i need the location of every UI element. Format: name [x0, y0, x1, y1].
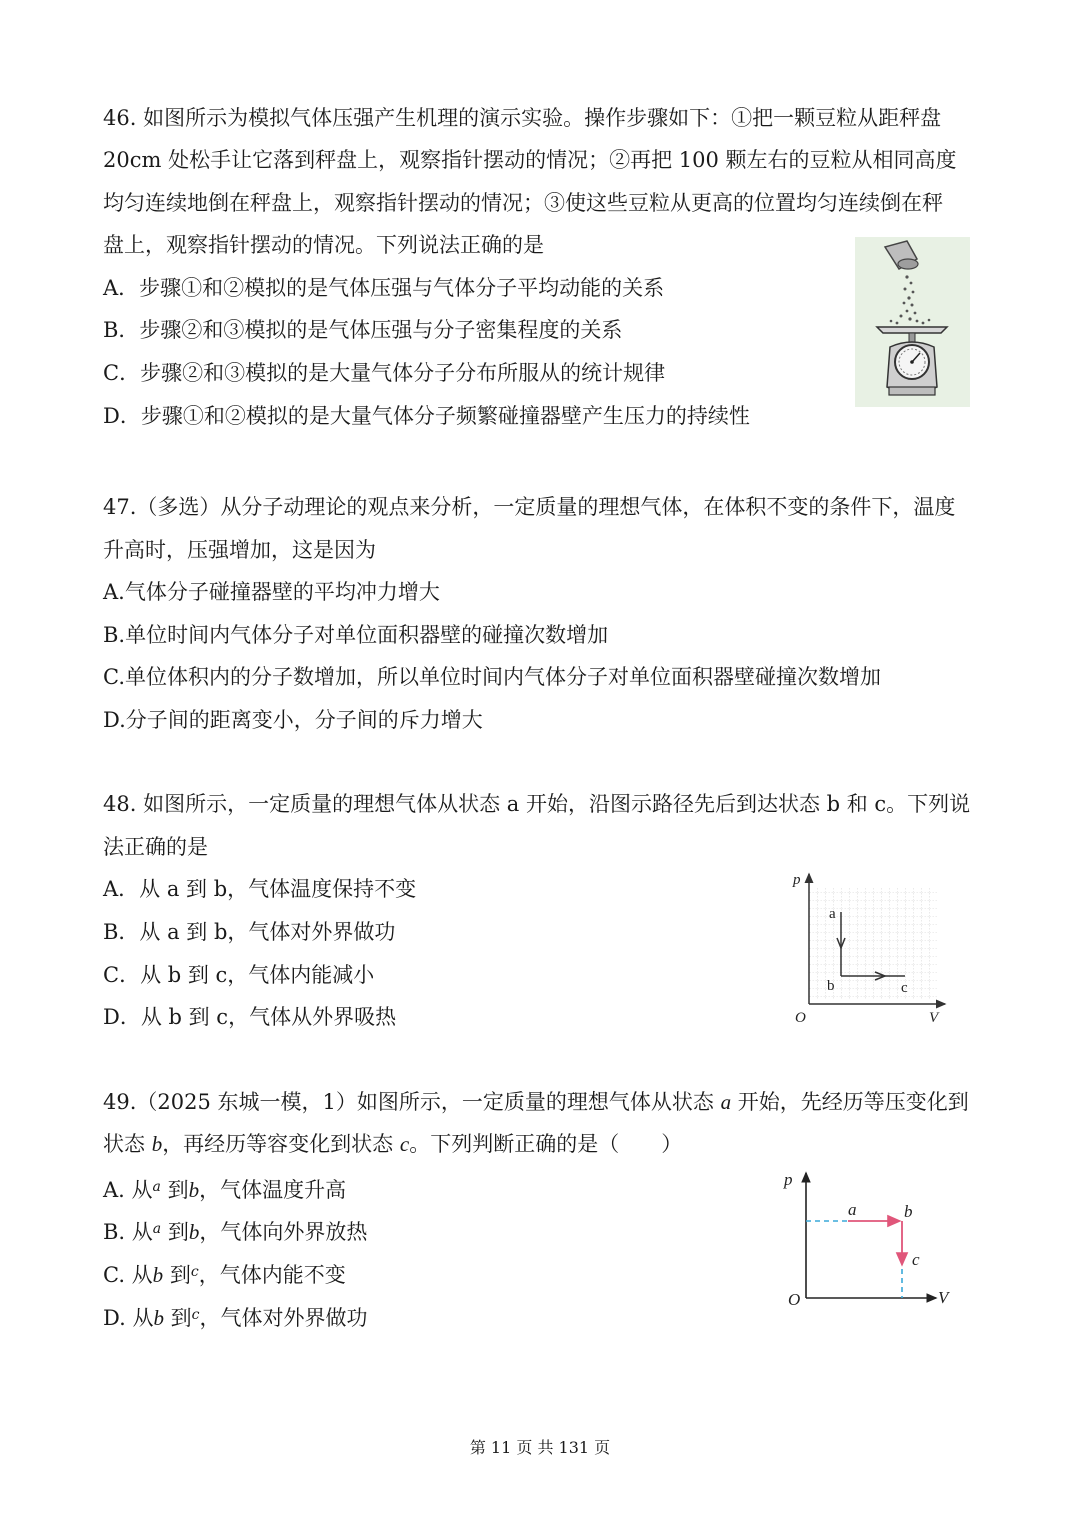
q48-stem-line-1: 48. 如图所示，一定质量的理想气体从状态 a 开始，沿图示路径先后到达状态 b 和 c。下列说	[103, 792, 971, 816]
q49-pv-diagram	[778, 1165, 958, 1315]
state-c-label: c	[912, 1250, 920, 1269]
state-a-label: a	[848, 1200, 857, 1219]
q46-scale-figure	[855, 237, 970, 407]
q49-var-b: b	[151, 1132, 163, 1156]
q47-option-d: D.分子间的距离变小，分子间的斥力增大	[103, 708, 483, 732]
v-label: V	[938, 1288, 949, 1307]
q49-stem-text-3: 状态	[103, 1132, 152, 1156]
q46-stem-line-4: 盘上，观察指针摆动的情况。下列说法正确的是	[103, 233, 544, 257]
q49-option-c: C. 从b 到$^c$，气体内能不变	[103, 1263, 346, 1287]
q49-stem-text-4: ，再经历等容变化到状态	[162, 1132, 400, 1156]
q48-option-c: C．从 b 到 c，气体内能减小	[103, 963, 375, 987]
q46-option-b: B．步骤②和③模拟的是气体压强与分子密集程度的关系	[103, 318, 623, 342]
state-c-label: c	[901, 980, 908, 996]
q49-stem-line-2	[103, 1129, 682, 1159]
q48-option-d: D．从 b 到 c，气体从外界吸热	[103, 1005, 397, 1029]
q48-stem-line-2: 法正确的是	[103, 835, 208, 859]
scale-dial-icon	[887, 342, 937, 395]
q48-option-a: A．从 a 到 b，气体温度保持不变	[103, 877, 417, 901]
q47-stem-line-1: 47.（多选）从分子动理论的观点来分析，一定质量的理想气体，在体积不变的条件下，温度	[103, 495, 956, 519]
q48-option-b: B．从 a 到 b，气体对外界做功	[103, 920, 396, 944]
q46-option-c: C．步骤②和③模拟的是大量气体分子分布所服从的统计规律	[103, 361, 666, 385]
q49-stem-text-5: 。下列判断正确的是（ ）	[409, 1132, 683, 1156]
q49-option-a: A. 从$^a$ 到b，气体温度升高	[103, 1178, 347, 1202]
q47-stem-line-2: 升高时，压强增加，这是因为	[103, 538, 376, 562]
q46-stem-line-1: 46. 如图所示为模拟气体压强产生机理的演示实验。操作步骤如下：①把一颗豆粒从距秤盘	[103, 106, 942, 130]
q49-stem-line-1	[103, 1087, 969, 1117]
q49-option-d: D. 从b 到$^c$，气体对外界做功	[103, 1306, 368, 1330]
q46-option-a: A．步骤①和②模拟的是气体压强与气体分子平均动能的关系	[103, 276, 665, 300]
q46-option-d: D．步骤①和②模拟的是大量气体分子频繁碰撞器壁产生压力的持续性	[103, 404, 750, 428]
pv-grid-graph	[785, 868, 950, 1028]
v-label: V	[929, 1010, 939, 1026]
q49-option-b: B. 从$^a$ 到b，气体向外界放热	[103, 1220, 368, 1244]
q48-pv-diagram	[785, 868, 950, 1028]
q46-stem-line-3: 均匀连续地倒在秤盘上，观察指针摆动的情况；③使这些豆粒从更高的位置均匀连续倒在秤	[103, 191, 943, 215]
q49-stem-text: 49.（2025 东城一模，1）如图所示，一定质量的理想气体从状态	[103, 1090, 721, 1114]
state-a-label: a	[829, 906, 836, 922]
page-number-footer: 第 11 页 共 131 页	[469, 1438, 611, 1457]
state-b-label: b	[827, 978, 835, 994]
q46-stem-line-2: 20cm 处松手让它落到秤盘上，观察指针摆动的情况；②再把 100 颗左右的豆粒从相同高度	[103, 148, 957, 172]
origin-label: O	[788, 1290, 801, 1309]
state-b-label: b	[904, 1202, 913, 1221]
p-label: p	[784, 1170, 793, 1189]
origin-label: O	[795, 1010, 806, 1026]
pv-isobaric-graph	[778, 1165, 958, 1315]
q47-option-c: C.单位体积内的分子数增加，所以单位时间内气体分子对单位面积器壁碰撞次数增加	[103, 665, 881, 689]
q47-option-b: B.单位时间内气体分子对单位面积器壁的碰撞次数增加	[103, 623, 609, 647]
p-label: p	[793, 872, 801, 888]
q49-stem-text-2: 开始，先经历等压变化到	[731, 1090, 969, 1114]
q49-var-a: a	[720, 1090, 732, 1114]
scale-illustration	[855, 237, 970, 407]
q49-var-c: c	[399, 1132, 410, 1156]
q47-option-a: A.气体分子碰撞器壁的平均冲力增大	[103, 580, 440, 604]
